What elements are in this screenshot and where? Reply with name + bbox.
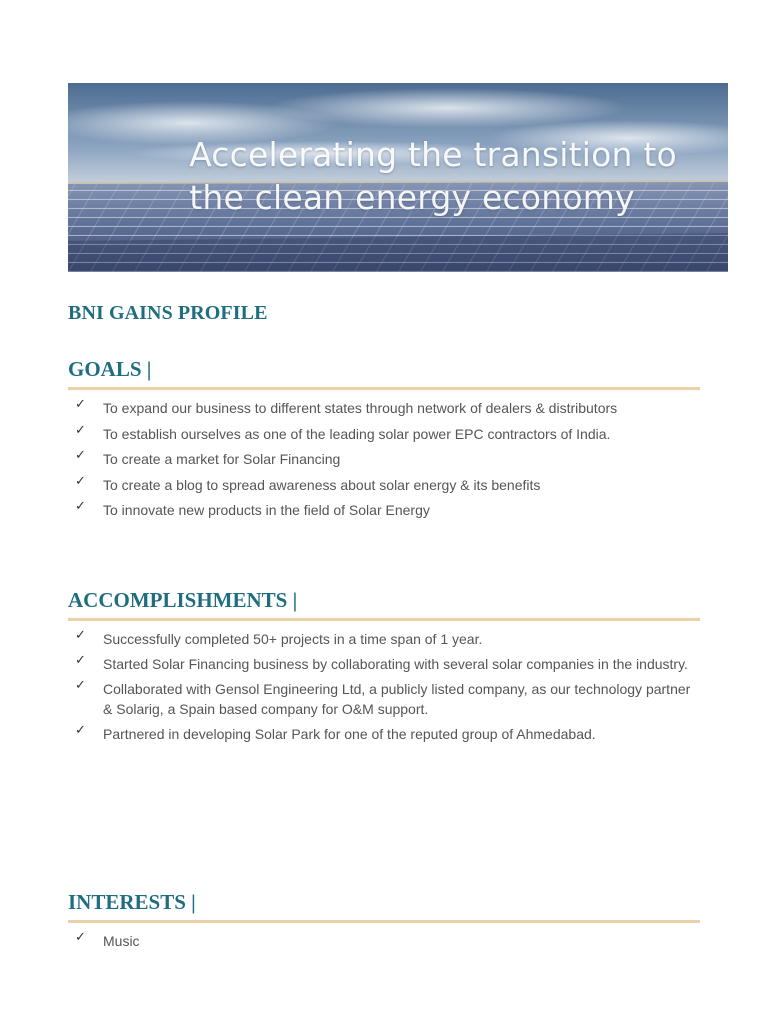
list-item: [68, 398, 700, 418]
accomplishments-list: [68, 629, 700, 744]
list-item-text: Music: [103, 933, 140, 949]
check-icon: ✓: [75, 473, 86, 489]
interests-section: [68, 889, 700, 957]
check-icon: ✓: [75, 499, 86, 515]
list-item: [68, 500, 700, 520]
list-item: [68, 679, 700, 719]
check-icon: ✓: [75, 723, 86, 738]
list-item-text: To innovate new products in the field of Solar Energy: [103, 502, 430, 519]
list-item-text: Collaborated with Gensol Engineering Ltd, a publicly listed company, as our technology partner & Solarig, a Spain based company for O&M support.: [103, 681, 691, 717]
list-item-text: To expand our business to different states through network of dealers & distributors: [103, 400, 618, 416]
check-icon: ✓: [75, 678, 86, 693]
goals-heading: GOALS |: [68, 357, 152, 381]
list-item-text: To create a market for Solar Financing: [103, 451, 341, 468]
accomplishments-heading: ACCOMPLISHMENTS |: [68, 588, 298, 612]
list-item: [68, 931, 700, 951]
interests-heading: INTERESTS |: [68, 890, 196, 914]
banner-image: [68, 83, 728, 272]
check-icon: ✓: [75, 448, 86, 464]
check-icon: ✓: [75, 397, 86, 412]
list-item-text: Started Solar Financing business by collaborating with several solar companies in the industry.: [103, 656, 688, 672]
goals-section: [68, 356, 700, 526]
list-item: [68, 475, 700, 495]
interests-list: [68, 931, 700, 951]
list-item-text: To establish ourselves as one of the leading solar power EPC contractors of India.: [103, 425, 611, 442]
banner-headline-line2: the clean energy economy: [189, 178, 635, 217]
goals-list: [68, 398, 700, 520]
list-item: [68, 449, 700, 469]
list-item: [68, 724, 700, 744]
list-item-text: To create a blog to spread awareness about solar energy & its benefits: [103, 476, 541, 493]
list-item-text: Successfully completed 50+ projects in a time span of 1 year.: [103, 631, 483, 647]
list-item: [68, 424, 700, 444]
profile-title: BNI GAINS PROFILE: [68, 302, 268, 324]
check-icon: ✓: [75, 422, 86, 438]
accomplishments-section: [68, 587, 700, 749]
banner-headline: [68, 133, 728, 219]
section-divider: [68, 618, 700, 621]
section-divider: [68, 387, 700, 390]
banner-headline-line1: Accelerating the transition to: [189, 135, 677, 174]
list-item: [68, 654, 700, 674]
check-icon: ✓: [75, 653, 86, 668]
list-item: [68, 629, 700, 649]
check-icon: ✓: [75, 930, 86, 945]
list-item-text: Partnered in developing Solar Park for one of the reputed group of Ahmedabad.: [103, 726, 596, 742]
section-divider: [68, 920, 700, 923]
check-icon: ✓: [75, 628, 86, 643]
